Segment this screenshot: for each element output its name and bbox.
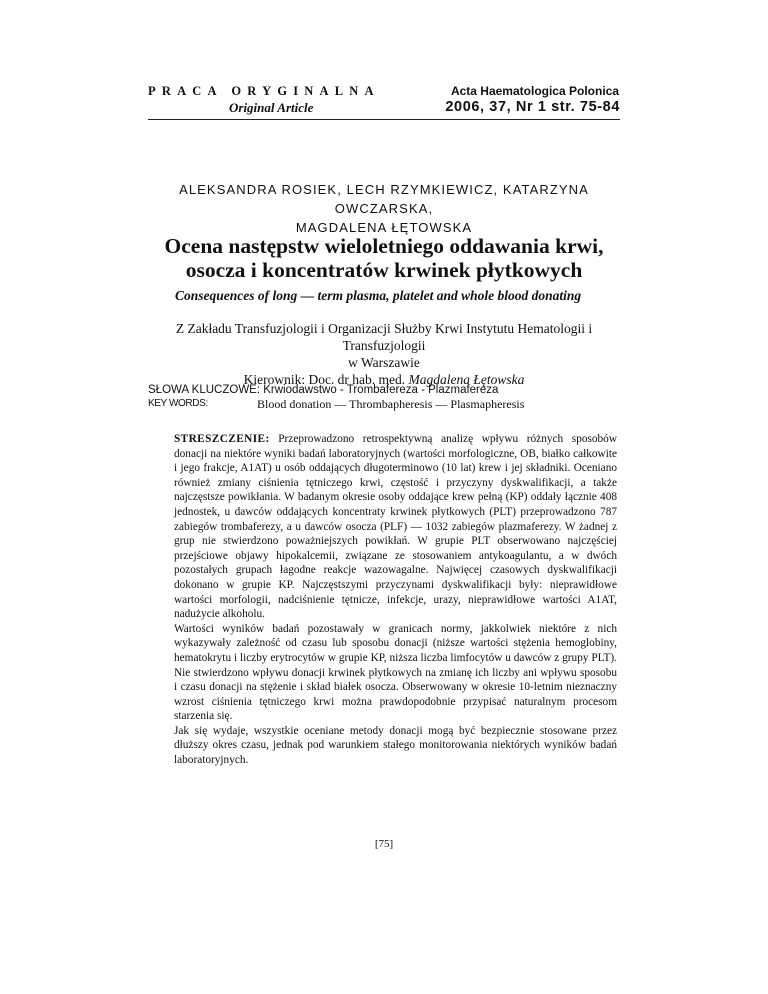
keywords-pl: SŁOWA KLUCZOWE: Krwiodawstwo - Trombafereza - Plazmafereza [148, 384, 499, 396]
keywords-en: Blood donation — Thrombapheresis — Plasmapheresis [257, 397, 525, 411]
section-label-en: Original Article [229, 100, 314, 115]
abstract-paragraph [174, 432, 617, 622]
abstract-paragraph: Wartości wyników badań pozostawały w granicach normy, jakkolwiek niektóre z nich wykazywały zależność od czasu lub sposobu donacji (niższe wartości stężenia hemoglobiny, hematokrytu i liczby erytrocytów w grupie KP, niższa liczba limfocytów u dawców z grupy PLT). Nie stwierdzono wpływu donacji krwinek płytkowych na zmianę ich liczby ani wpływu sposobu i czasu donacji na stężenie i skład białek osocza. Obserwowany w okresie 10-letnim nieznaczny wzrost ciśnienia tętniczego krwi można prawdopodobnie przypisać naturalnym procesom starzenia się. [174, 622, 617, 723]
affiliation-line: w Warszawie [348, 355, 420, 370]
paper-title [120, 234, 648, 282]
abstract [174, 432, 617, 768]
paper-title-en: Consequences of long — term plasma, platelet and whole blood donating [175, 288, 582, 303]
page-number: [75] [374, 838, 394, 850]
keywords-en-label: KEY WORDS: [148, 398, 208, 409]
abstract-text: Przeprowadzono retrospektywną analizę wpływu różnych sposobów donacji na niektóre wyniki badań laboratoryjnych (wartości morfologiczne, OB, białko całkowite i jego frakcje, A1AT) u osób oddających długoterminowo (10 lat) krew i jej składniki. Oceniano również zmiany ciśnienia tętniczego krwi, częstość i przyczyny dyskwalifikacji, a także najczęstsze powikłania. W badanym okresie osoby oddające krew pełną (KP) oddały łącznie 408 jednostek, u dawców oddających koncentraty krwinek płytkowych (PLT) przeprowadzono 787 zabiegów trombaferezy, a u dawców osocza (PLF) — 1032 zabiegów plazmaferezy. W żadnej z grup nie stwierdzono poważniejszych powikłań. W grupie PLT obserwowano najczęściej przejściowe objawy hipokalcemii, związane ze stosowaniem antykoagulantu, a w dwóch pozostałych grupach łagodne reakcje wazowagalne. Najwięcej czasowych dyskwalifikacji dokonano w grupie KP. Najczęstszymi przyczynami dyskwalifikacji były: nieprawidłowe wartości morfologii, nadciśnienie tętnicze, infekcje, urazy, nieprawidłowe wartości A1AT, nadużycie alkoholu. [174, 433, 617, 621]
journal-name: Acta Haematologica Polonica [450, 84, 619, 98]
title-line: osocza i koncentratów krwinek płytkowych [185, 258, 583, 282]
affiliation-line: Z Zakładu Transfuzjologii i Organizacji Służby Krwi Instytutu Hematologii i Transfuzjologii [175, 321, 593, 353]
abstract-paragraph: Jak się wydaje, wszystkie oceniane metody donacji mogą być bezpiecznie stosowane przez dłuższy okres czasu, jednak pod warunkiem stałego monitorowania niektórych wyników badań laboratoryjnych. [174, 724, 617, 767]
section-label: PRACA ORYGINALNA [148, 84, 380, 98]
authors [140, 180, 628, 237]
affiliation-head-prefix: Kierownik: Doc. dr hab. med. [243, 372, 409, 387]
affiliation [148, 320, 620, 388]
title-line: Ocena następstw wieloletniego oddawania krwi, [164, 234, 604, 258]
abstract-label: STRESZCZENIE: [174, 433, 270, 445]
authors-line: ALEKSANDRA ROSIEK, LECH RZYMKIEWICZ, KATARZYNA OWCZARSKA, [179, 182, 589, 216]
header-rule [148, 119, 620, 120]
affiliation-head-name: Magdalena Łętowska [408, 372, 525, 387]
journal-citation: 2006, 37, Nr 1 str. 75-84 [445, 99, 620, 115]
authors-line: MAGDALENA ŁĘTOWSKA [295, 220, 473, 235]
